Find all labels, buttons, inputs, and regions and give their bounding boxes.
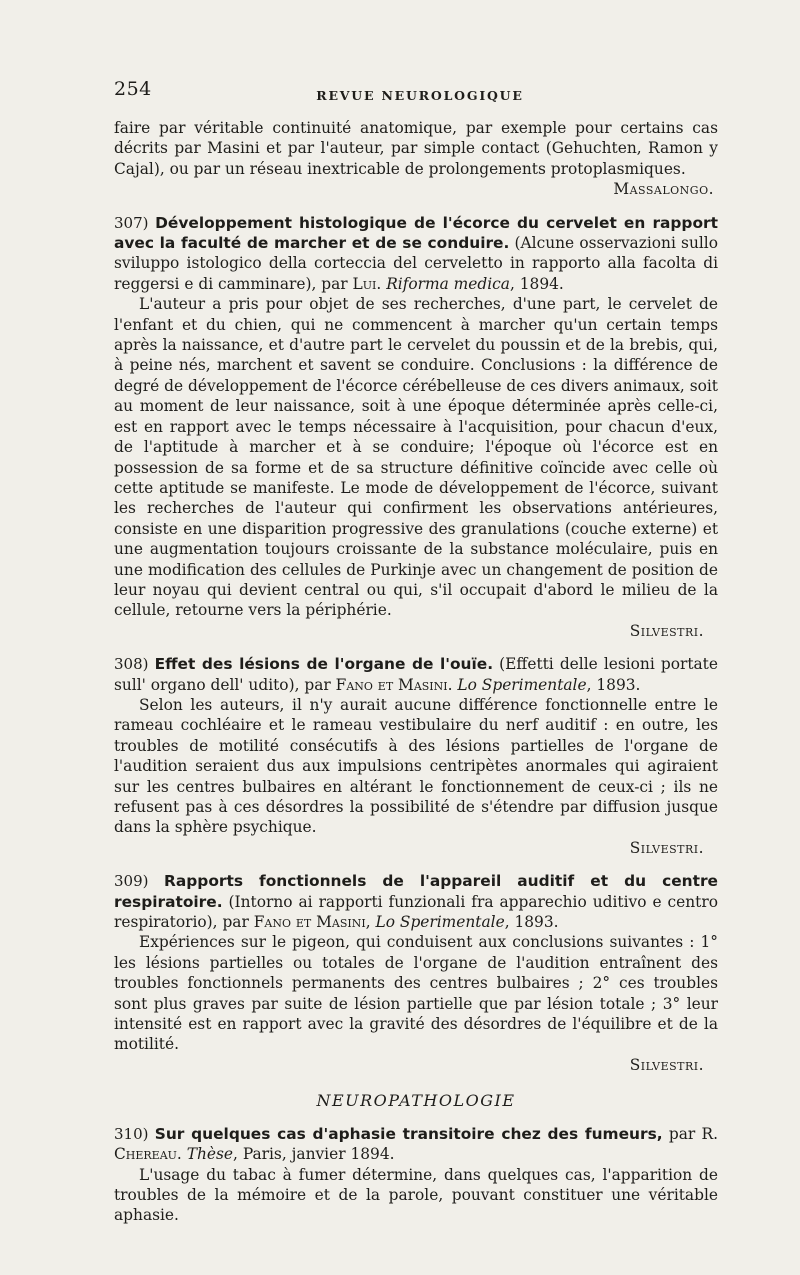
entry-title: Rapports fonctionnels de l'appareil auditif et du centre respiratoire. [114, 872, 718, 911]
entry-author: Lui. [352, 274, 382, 293]
entry-year: , 1893. [586, 675, 641, 694]
entry-place-date: , Paris, janvier 1894. [233, 1145, 395, 1164]
entry-year: , 1894. [509, 274, 564, 293]
entry-journal: Lo Sperimentale [375, 913, 505, 932]
running-title: REVUE NEUROLOGIQUE [316, 88, 524, 103]
entry-308 [114, 654, 718, 858]
entry-body: L'auteur a pris pour objet de ses recherches, d'une part, le cervelet de l'enfant et du chien, qui ne commencent à marcher qu'un certain temps après la naissance, et d'autre part le cervelet du poussin et de la brebis, qui, à peine nés, marchent et savent se conduire. Conclusions : la différence de degré de développement de l'écorce cérébelleuse de ces divers animaux, soit au moment de leur naissance, soit à une époque déterminée après celle-ci, est en rapport avec le temps nécessaire à l'acquisition, pour chacun d'eux, de l'aptitude à marcher et à se conduire; l'époque où l'écorce est en possession de sa forme et de sa structure définitive coïncide avec celle où cette aptitude se manifeste. Le mode de développement de l'écorce, suivant les recherches de l'auteur qui confirment les observations antérieures, consiste en une disparition progressive des granulations (couche externe) et une augmentation toujours croissante de la substance moléculaire, puis en une modification des cellules de Purkinje avec un changement de position de leur noyau qui devient central ou qui, s'il occupait d'abord le milieu de la cellule, retourne vers la périphérie. [114, 295, 718, 620]
page-number: 254 [114, 78, 152, 100]
entry-year: , 1893. [504, 913, 559, 932]
section-title: NEUROPATHOLOGIE [316, 1091, 516, 1111]
entry-number: 307) [114, 213, 149, 232]
entry-body: Selon les auteurs, il n'y aurait aucune différence fonctionnelle entre le rameau cochléaire et le rameau vestibulaire du nerf auditif : en outre, les troubles de motilité consécutifs à des lésions partielles de l'organe de l'audition seraient dus aux impulsions centripètes anormales qui agiraient sur les centres bulbaires en altérant le fonctionnement de ceux-ci ; ils ne refusent pas à ces désordres la possibilité de s'étendre par diffusion jusque dans la sphère psychique. [114, 695, 718, 837]
entry-author: Fano et Masini. [335, 675, 453, 694]
entry-307 [114, 213, 718, 642]
entry-number: 310) [114, 1124, 149, 1143]
entry-body: Expériences sur le pigeon, qui conduisent aux conclusions suivantes : 1° les lésions partielles ou totales de l'organe de l'audition entraînent des troubles fonctionnels permanents des centres bulbaires ; 2° ces troubles sont plus graves par suite de lésion partielle que par lésion totale ; 3° leur intensité est en rapport avec la gravité des désordres de l'équilibre et de la motilité. [114, 933, 718, 1054]
entry-author: R. Chereau. [114, 1124, 718, 1164]
entry-body: L'usage du tabac à fumer détermine, dans quelques cas, l'apparition de troubles de la mémoire et de la parole, pouvant constituer une véritable aphasie. [114, 1165, 718, 1225]
text-column [114, 118, 718, 1226]
entry-309 [114, 871, 718, 1075]
entry-journal: Lo Sperimentale [457, 675, 587, 694]
entry-title: Développement histologique de l'écorce du cervelet en rapport avec la faculté de marcher et de se conduire. [114, 213, 718, 253]
entry-by: par [662, 1124, 702, 1143]
entry-signature: Silvestri. [629, 1055, 704, 1074]
entry-heading [114, 1124, 718, 1165]
entry-310 [114, 1124, 718, 1226]
entry-thesis: Thèse [186, 1145, 234, 1164]
entry-heading [114, 213, 718, 295]
entry-author: Fano et Masini, [253, 913, 371, 932]
entry-number: 308) [114, 655, 149, 674]
entry-heading [114, 654, 718, 695]
entry-title: Effet des lésions de l'organe de l'ouïe. [154, 655, 494, 674]
entry-title: Sur quelques cas d'aphasie transitoire chez des fumeurs, [154, 1124, 663, 1143]
continuation-signature: Massalongo. [613, 180, 714, 199]
entry-number: 309) [114, 872, 149, 891]
continuation-text: faire par véritable continuité anatomique, par exemple pour certains cas décrits par Masini et par l'auteur, par simple contact (Gehuchten, Ramon y Cajal), ou par un réseau inextricable de prolongements protoplasmiques. [114, 119, 718, 178]
entry-reference: (Intorno ai rapporti funzionali fra apparechio uditivo e centro respiratorio), par [114, 892, 718, 932]
entry-reference: (Effetti delle lesioni portate sull' organo dell' udito), par [114, 655, 718, 694]
entry-signature: Silvestri. [629, 838, 704, 857]
continuation-paragraph [114, 118, 718, 200]
entry-reference: (Alcune osservazioni sullo sviluppo istologico della corteccia del cerveletto in rapporto alla facolta di reggersi e di camminare), par [114, 234, 718, 293]
entry-signature: Silvestri. [629, 621, 704, 640]
entry-heading [114, 871, 718, 932]
entry-journal: Riforma medica [386, 274, 510, 293]
